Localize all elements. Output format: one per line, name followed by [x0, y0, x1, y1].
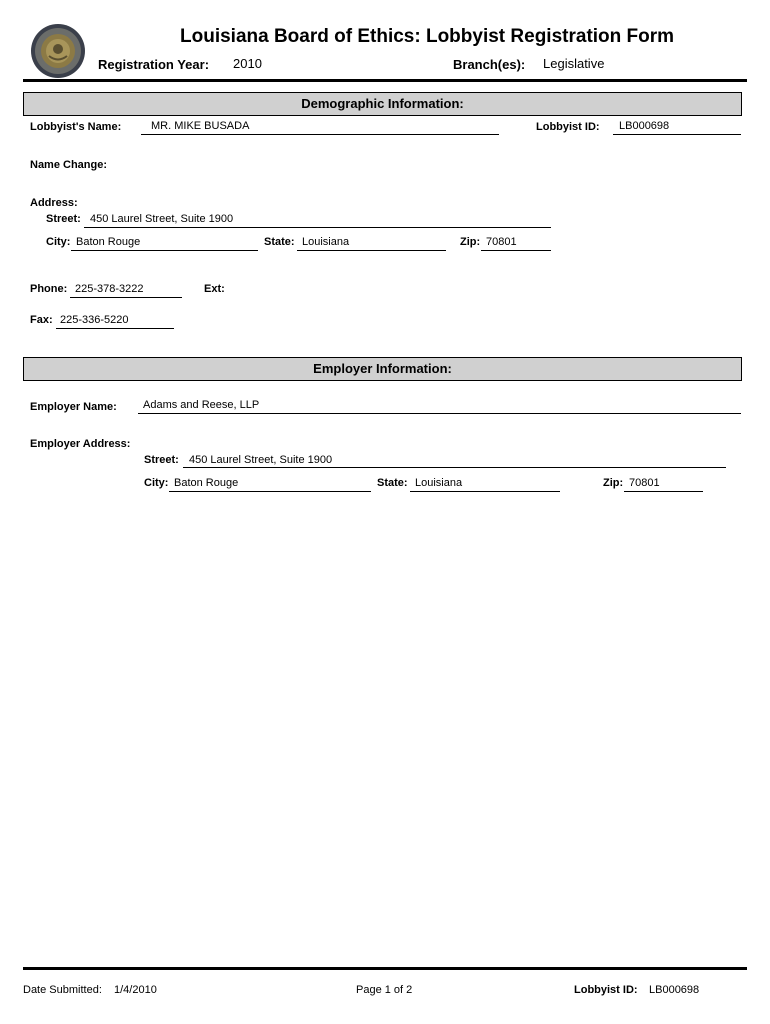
demographic-section-header: Demographic Information: — [23, 92, 742, 116]
employer-name-value: Adams and Reese, LLP — [143, 399, 260, 411]
lobbyist-id-value: LB000698 — [619, 120, 670, 132]
employer-zip-value: 70801 — [629, 477, 660, 489]
street-underline — [84, 227, 551, 228]
employer-zip-underline — [624, 491, 703, 492]
date-submitted-value: 1/4/2010 — [114, 984, 157, 996]
state-label: State: — [264, 236, 295, 248]
employer-name-label: Employer Name: — [30, 401, 117, 413]
employer-state-label: State: — [377, 477, 408, 489]
lobbyist-name-value: MR. MIKE BUSADA — [151, 120, 250, 132]
fax-underline — [56, 328, 174, 329]
footer-divider — [23, 967, 747, 970]
employer-street-underline — [183, 467, 726, 468]
lobbyist-name-underline — [141, 134, 499, 135]
fax-value: 225-336-5220 — [60, 314, 129, 326]
header-divider — [23, 79, 747, 82]
registration-year-label: Registration Year: — [98, 57, 210, 72]
zip-underline — [481, 250, 551, 251]
branches-value: Legislative — [543, 56, 605, 71]
ext-label: Ext: — [204, 283, 225, 295]
employer-street-value: 450 Laurel Street, Suite 1900 — [189, 454, 333, 466]
employer-zip-label: Zip: — [603, 477, 624, 489]
employer-section-header: Employer Information: — [23, 357, 742, 381]
address-label: Address: — [30, 197, 78, 209]
form-title: Louisiana Board of Ethics: Lobbyist Registration Form — [180, 26, 675, 47]
footer-lobbyist-id-label: Lobbyist ID: — [574, 984, 638, 996]
street-label: Street: — [46, 213, 81, 225]
registration-year-value: 2010 — [233, 56, 262, 71]
name-change-label: Name Change: — [30, 159, 108, 171]
phone-value: 225-378-3222 — [75, 283, 144, 295]
city-underline — [71, 250, 258, 251]
employer-name-underline — [138, 413, 741, 414]
city-value: Baton Rouge — [76, 236, 141, 248]
phone-underline — [70, 297, 182, 298]
fax-label: Fax: — [30, 314, 53, 326]
zip-label: Zip: — [460, 236, 481, 248]
branches-label: Branch(es): — [453, 57, 526, 72]
employer-city-value: Baton Rouge — [174, 477, 239, 489]
lobbyist-id-label: Lobbyist ID: — [536, 121, 600, 133]
state-value: Louisiana — [302, 236, 350, 248]
date-submitted-label: Date Submitted: — [23, 984, 102, 996]
employer-city-label: City: — [144, 477, 169, 489]
employer-street-label: Street: — [144, 454, 179, 466]
employer-address-label: Employer Address: — [30, 438, 131, 450]
phone-label: Phone: — [30, 283, 68, 295]
employer-state-value: Louisiana — [415, 477, 463, 489]
employer-state-underline — [410, 491, 560, 492]
zip-value: 70801 — [486, 236, 517, 248]
street-value: 450 Laurel Street, Suite 1900 — [90, 213, 234, 225]
lobbyist-name-label: Lobbyist's Name: — [30, 121, 122, 133]
lobbyist-id-underline — [613, 134, 741, 135]
city-label: City: — [46, 236, 71, 248]
employer-city-underline — [169, 491, 371, 492]
page-number: Page 1 of 2 — [356, 984, 413, 996]
state-seal-logo — [30, 23, 86, 79]
footer-lobbyist-id-value: LB000698 — [649, 984, 700, 996]
state-underline — [297, 250, 446, 251]
